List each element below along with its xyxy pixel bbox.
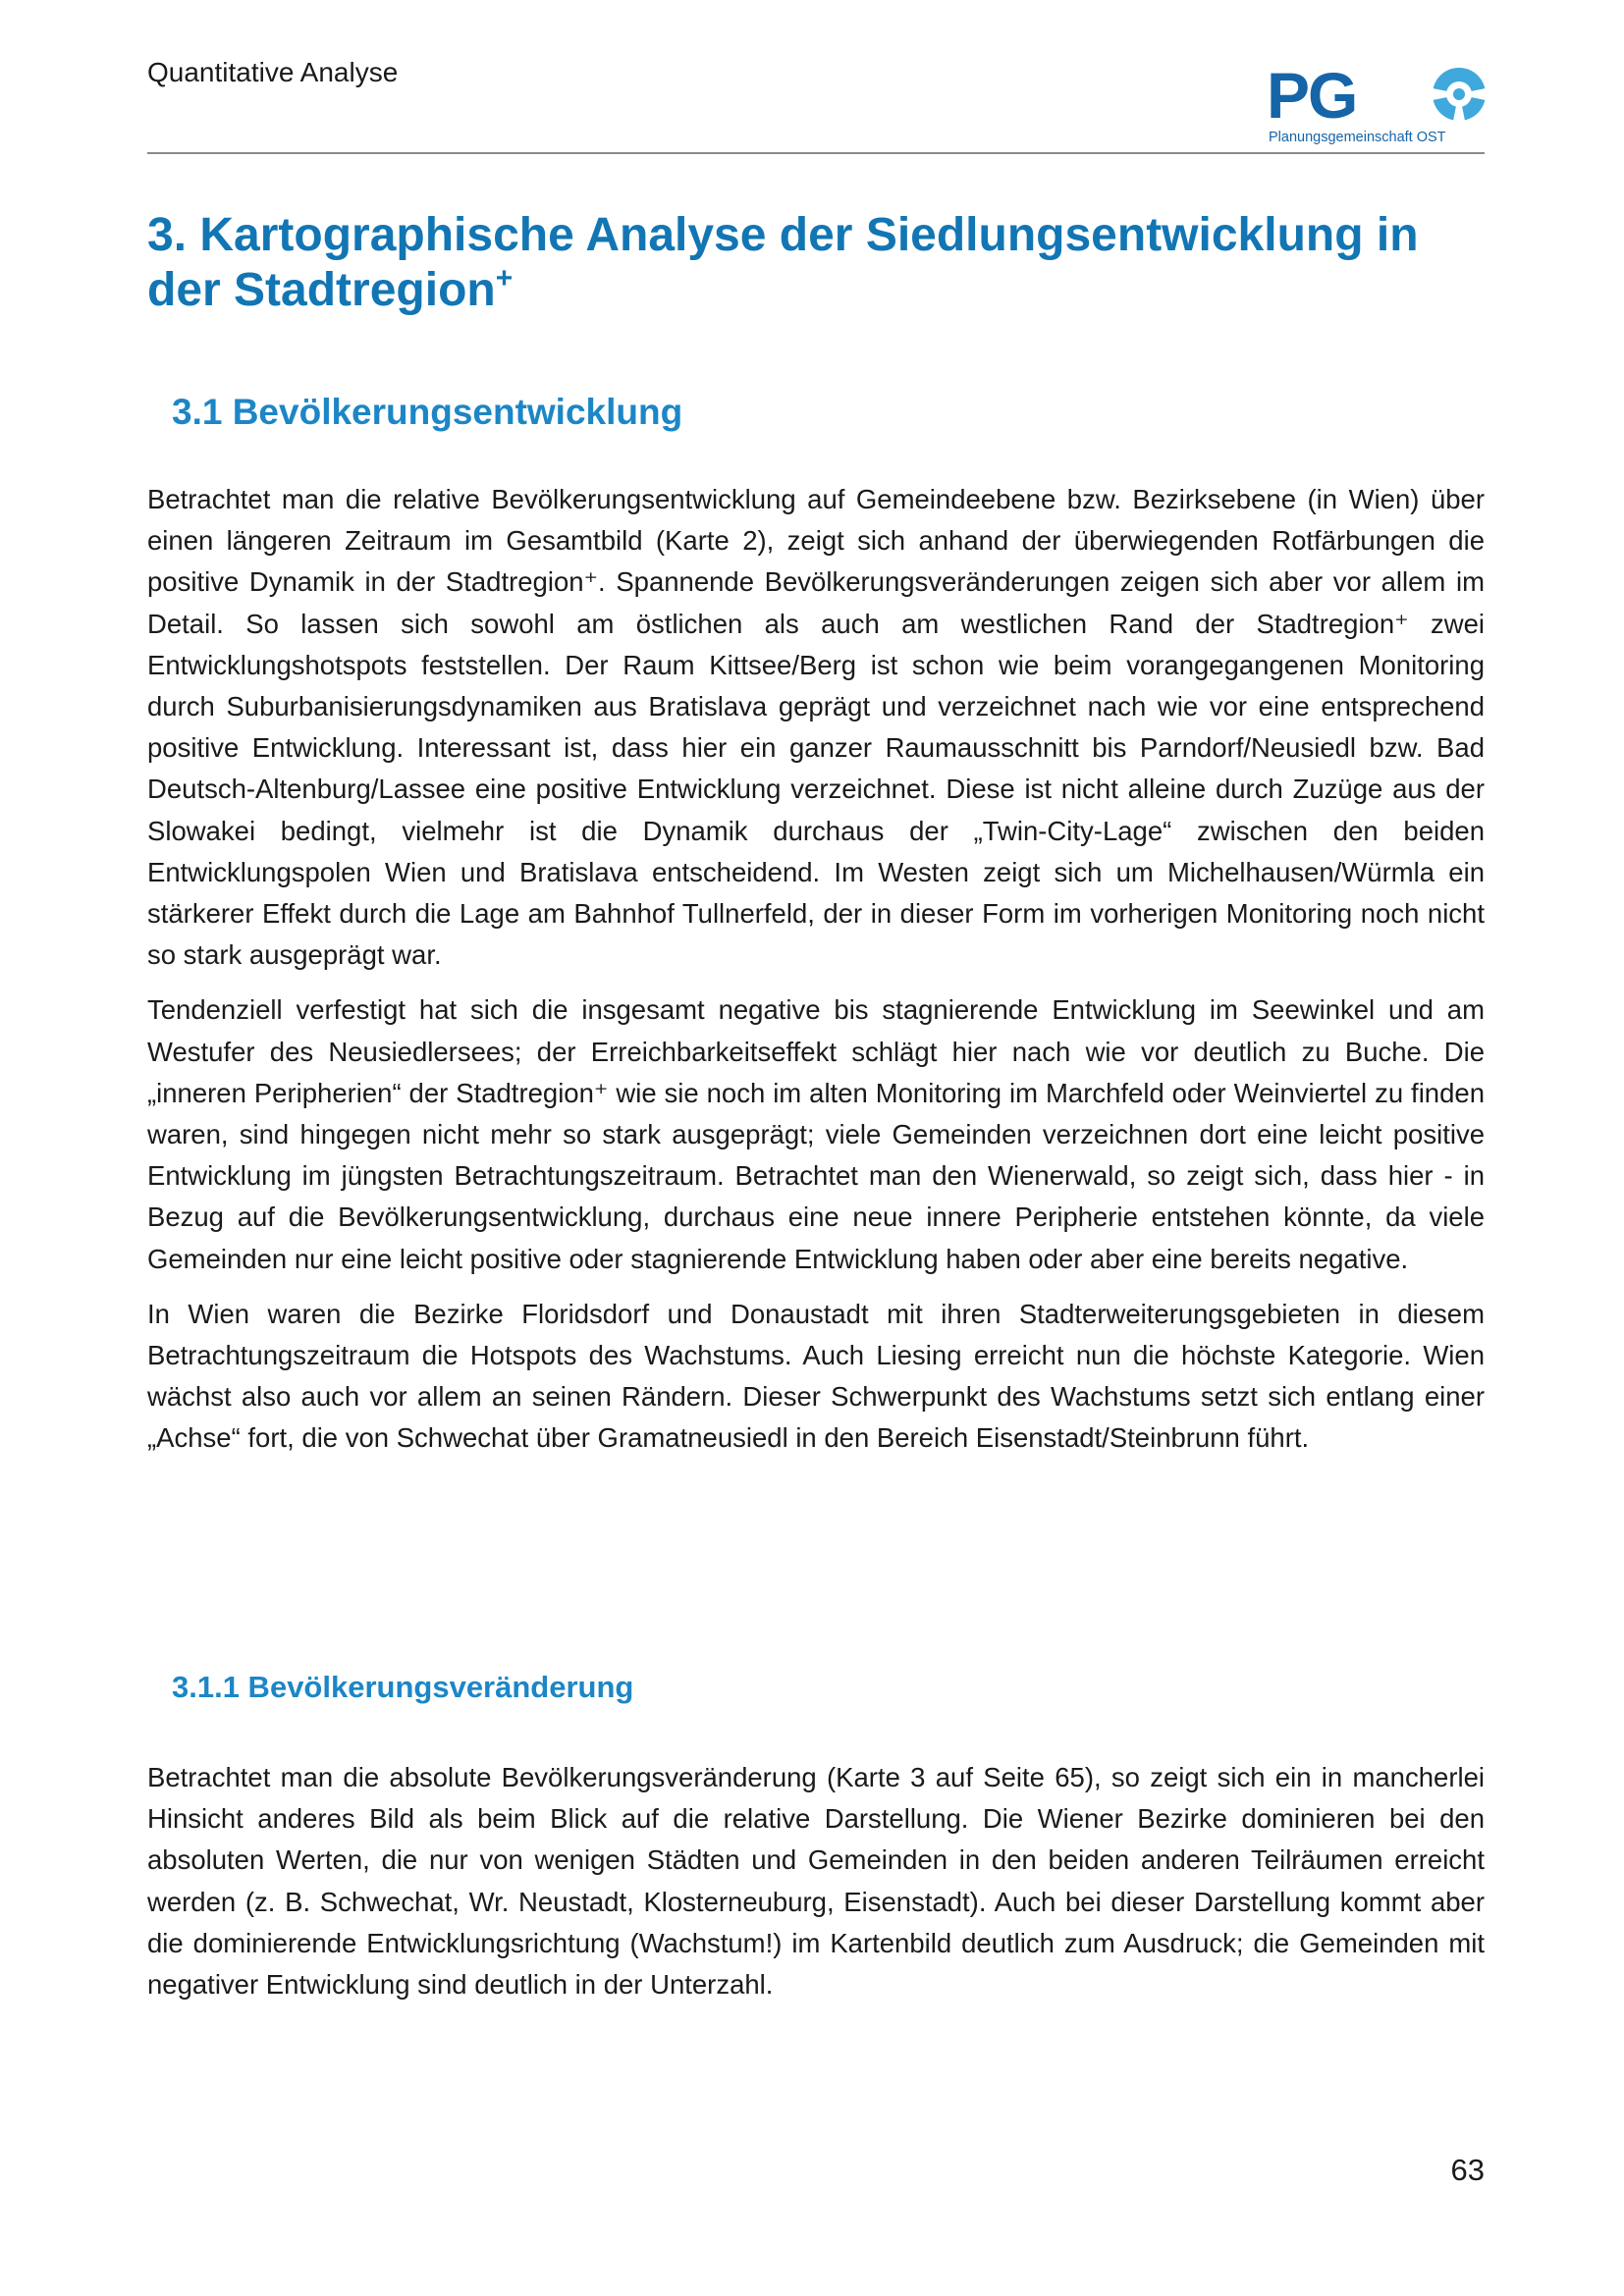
pg-logo-subtitle: Planungsgemeinschaft OST (1269, 130, 1446, 145)
paragraph: Tendenziell verfestigt hat sich die insgesamt negative bis stagnierende Entwicklung im Seewinkel und am Westufer des Neusiedlersees; der Erreichbarkeitseffekt schlägt hier nach wie vor deutlich zu Buche. Die „inneren Peripherien“ der Stadtregion⁺ wie sie noch im alten Monitoring im Marchfeld oder Weinviertel zu finden waren, sind hingegen nicht mehr so stark ausgeprägt; viele Gemeinden verzeichnen dort eine leicht positive Entwicklung im jüngsten Betrachtungszeitraum. Betrachtet man den Wienerwald, so zeigt sich, dass hier - in Bezug auf die Bevölkerungsentwicklung, durchaus eine neue innere Peripherie entstehen könnte, da viele Gemeinden nur eine leicht positive oder stagnierende Entwicklung haben oder aber eine bereits negative. (147, 994, 1485, 1274)
pg-logo (1267, 59, 1492, 147)
paragraph: Betrachtet man die absolute Bevölkerungsveränderung (Karte 3 auf Seite 65), so zeigt sich ein in mancherlei Hinsicht anderes Bild als beim Blick auf die relative Darstellung. Die Wiener Bezirke dominieren bei den absoluten Werten, die nur von wenigen Städten und Gemeinden in den beiden anderen Teilräumen erreicht werden (z. B. Schwechat, Wr. Neustadt, Klosterneuburg, Eisenstadt). Auch bei dieser Darstellung kommt aber die dominierende Entwicklungsrichtung (Wachstum!) im Kartenbild deutlich zum Ausdruck; die Gemeinden mit negativer Entwicklung sind deutlich in der Unterzahl. (147, 1762, 1485, 2001)
section-heading-3-1-1: 3.1.1 Bevölkerungsveränderung (172, 1670, 634, 1704)
pg-logo-letters: PG (1267, 59, 1357, 132)
section-3-1-1-body (147, 1757, 1485, 2019)
logo-wheel-icon (1433, 68, 1486, 121)
section-heading-3-1: 3.1 Bevölkerungsentwicklung (172, 392, 683, 432)
page-number: 63 (1450, 2153, 1485, 2187)
chapter-title (147, 208, 1502, 318)
paragraph: In Wien waren die Bezirke Floridsdorf und Donaustadt mit ihren Stadterweiterungsgebieten in diesem Betrachtungszeitraum die Hotspots des Wachstums. Auch Liesing erreicht nun die höchste Kategorie. Wien wächst also auch vor allem an seinen Rändern. Dieser Schwerpunkt des Wachstums setzt sich entlang einer „Achse“ fort, die von Schwechat über Gramatneusiedl in den Bereich Eisenstadt/​Steinbrunn führt. (147, 1298, 1485, 1454)
paragraph: Betrachtet man die relative Bevölkerungsentwicklung auf Gemeindeebene bzw. Bezirksebene (in Wien) über einen längeren Zeitraum im Gesamtbild (Karte 2), zeigt sich anhand der überwiegenden Rotfärbungen die positive Dynamik in der Stadtregion⁺. Spannende Bevölkerungsveränderungen zeigen sich aber vor allem im Detail. So lassen sich sowohl am östlichen als auch am westlichen Rand der Stadtregion⁺ zwei Entwicklungshotspots feststellen. Der Raum Kittsee/Berg ist schon wie beim vorangegangenen Monitoring durch Suburbanisierungsdynamiken aus Bratislava geprägt und verzeichnet nach wie vor eine entsprechend positive Entwicklung. Interessant ist, dass hier ein ganzer Raumausschnitt bis Parndorf/Neusiedl bzw. Bad Deutsch-Altenburg/Lassee eine positive Entwicklung verzeichnet. Diese ist nicht alleine durch Zuzüge aus der Slowakei bedingt, vielmehr ist die Dynamik durchaus der „Twin-City-Lage“ zwischen den beiden Entwicklungspolen Wien und Bratislava entscheidend. Im Westen zeigt sich um Michelhausen/Würmla ein stärkerer Effekt durch die Lage am Bahnhof Tullnerfeld, der in dieser Form im vorherigen Monitoring noch nicht so stark ausgeprägt war. (147, 484, 1485, 971)
chapter-title-superscript: + (495, 262, 514, 294)
running-header: Quantitative Analyse (147, 57, 399, 87)
pg-logo-graphic (1267, 59, 1492, 147)
header-divider (147, 152, 1485, 154)
chapter-title-text: 3. Kartographische Analyse der Siedlungsentwicklung in der Stadtregion (147, 209, 1419, 316)
section-3-1-body (147, 479, 1485, 1473)
